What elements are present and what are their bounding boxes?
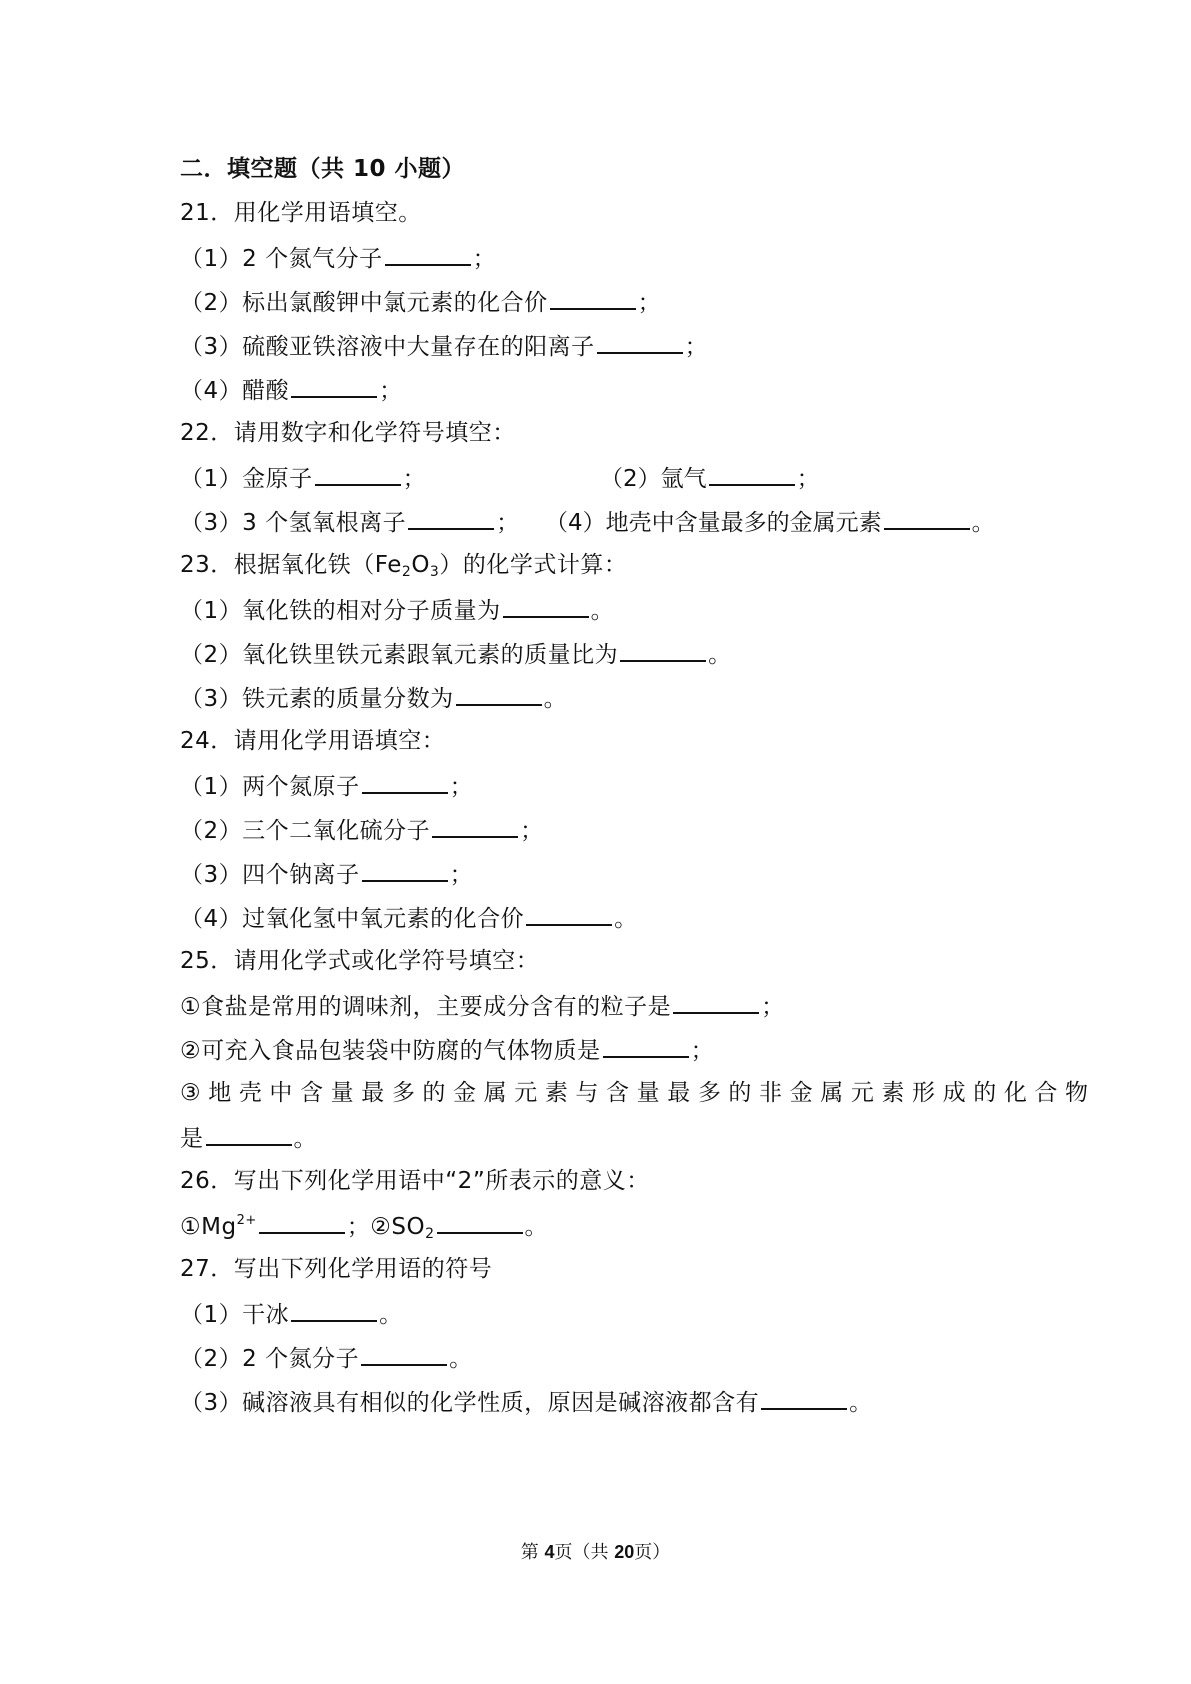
sub-question: ②可充入食品包装袋中防腐的气体物质是 ； [180, 1034, 714, 1066]
answer-blank[interactable] [408, 506, 494, 530]
answer-blank[interactable] [315, 462, 401, 486]
question-stem: 21．用化学用语填空。 [180, 200, 422, 226]
answer-blank[interactable] [291, 1298, 377, 1322]
sub-question: （2）2 个氮分子 。 [180, 1342, 473, 1374]
answer-blank[interactable] [620, 638, 706, 662]
question-stem: 25．请用化学式或化学符号填空： [180, 948, 540, 974]
sub-question: （4）醋酸 ； [180, 374, 403, 406]
question-stem: 26．写出下列化学用语中“2”所表示的意义： [180, 1168, 650, 1194]
question-stem: 24．请用化学用语填空： [180, 728, 446, 754]
sub-question: （4）地壳中含量最多的金属元素 。 [545, 506, 995, 538]
sub-question: （2）三个二氧化硫分子 ； [180, 814, 544, 846]
answer-blank[interactable] [291, 374, 377, 398]
sub-question: ①食盐是常用的调味剂，主要成分含有的粒子是 ； [180, 990, 785, 1022]
answer-blank[interactable] [884, 506, 970, 530]
sub-question: （3）硫酸亚铁溶液中大量存在的阳离子 ； [180, 330, 708, 362]
page-footer: 第 4页（共 20页） [520, 1542, 671, 1563]
answer-blank[interactable] [709, 462, 795, 486]
answer-blank[interactable] [437, 1210, 523, 1234]
answer-blank[interactable] [526, 902, 612, 926]
sub-question: ③地壳中含量最多的金属元素与含量最多的非金属元素形成的化合物 [180, 1080, 1096, 1106]
answer-blank[interactable] [603, 1034, 689, 1058]
sub-question: （3）3 个氢氧根离子 ； [180, 506, 520, 538]
sub-question: （2）氩气 ； [600, 462, 820, 494]
answer-blank[interactable] [206, 1122, 292, 1146]
answer-blank[interactable] [385, 242, 471, 266]
sub-question: （1）氧化铁的相对分子质量为 。 [180, 594, 614, 626]
answer-blank[interactable] [503, 594, 589, 618]
question-stem: 22．请用数字和化学符号填空： [180, 420, 516, 446]
answer-blank[interactable] [761, 1386, 847, 1410]
answer-blank[interactable] [362, 770, 448, 794]
page-number: 4 [544, 1542, 555, 1562]
section-heading: 二．填空题（共 10 小题） [180, 156, 466, 182]
sub-question: （2）标出氯酸钾中氯元素的化合价 ； [180, 286, 661, 318]
question-stem: 23．根据氧化铁$(Fe_2O_3)$的化学式计算： [180, 552, 628, 580]
question-stem: 27．写出下列化学用语的符号 [180, 1256, 493, 1282]
answer-blank[interactable] [550, 286, 636, 310]
answer-blank[interactable] [456, 682, 542, 706]
sub-question: （1）金原子 ； [180, 462, 426, 494]
sub-question-continuation: 是 。 [180, 1122, 317, 1154]
sub-question: （1）干冰 。 [180, 1298, 403, 1330]
answer-blank[interactable] [597, 330, 683, 354]
answer-blank[interactable] [259, 1210, 345, 1234]
sub-question: （3）四个钠离子 ； [180, 858, 473, 890]
sub-question: （4）过氧化氢中氧元素的化合价 。 [180, 902, 638, 934]
sub-question: $①Mg^{2+}$ ；$②SO_2$ 。 [180, 1210, 548, 1242]
answer-blank[interactable] [362, 858, 448, 882]
sub-question: （3）碱溶液具有相似的化学性质，原因是碱溶液都含有 。 [180, 1386, 873, 1418]
sub-question: （3）铁元素的质量分数为 。 [180, 682, 567, 714]
answer-blank[interactable] [432, 814, 518, 838]
answer-blank[interactable] [673, 990, 759, 1014]
page-total: 20 [614, 1542, 635, 1562]
sub-question: （2）氧化铁里铁元素跟氧元素的质量比为 。 [180, 638, 732, 670]
answer-blank[interactable] [361, 1342, 447, 1366]
sub-question: （1）两个氮原子 ； [180, 770, 473, 802]
sub-question: （1）2 个氮气分子 ； [180, 242, 496, 274]
